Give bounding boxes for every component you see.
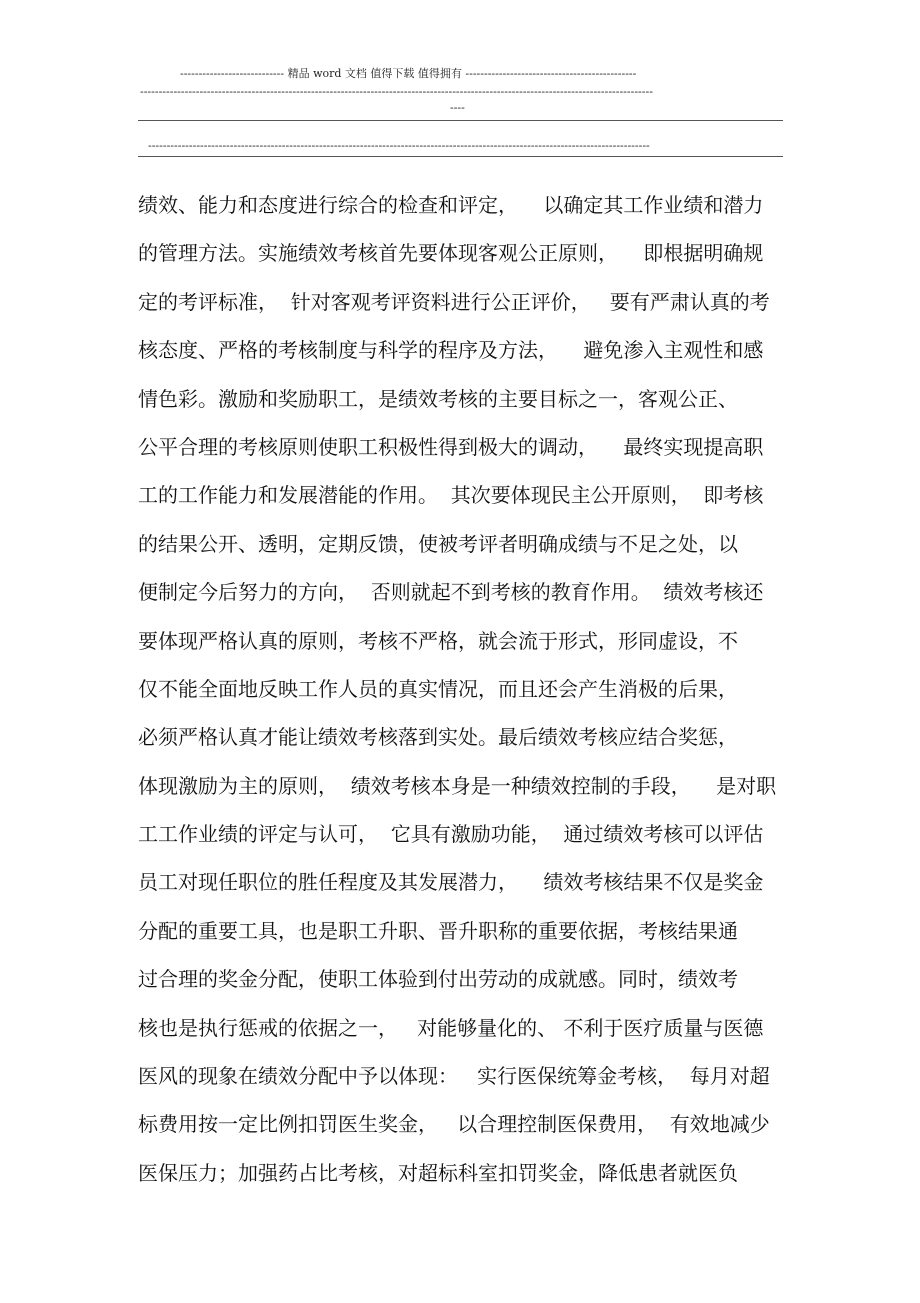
body-line: 员工对现任职位的胜任程度及其发展潜力， 绩效考核结果不仅是奖金: [138, 870, 764, 895]
body-line: 必须严格认真才能让绩效考核落到实处。最后绩效考核应结合奖惩，: [138, 725, 738, 750]
body-line: 绩效、能力和态度进行综合的检查和评定， 以确定其工作业绩和潜力: [138, 193, 764, 217]
body-line: 公平合理的考核原则使职工积极性得到极大的调动， 最终实现提高职: [138, 434, 764, 459]
body-line: 要体现严格认真的原则，考核不严格，就会流于形式，形同虚设，不: [138, 628, 738, 653]
header-rule-bottom: [138, 156, 783, 157]
body-line: 分配的重要工具，也是职工升职、晋升职称的重要依据，考核结果通: [138, 918, 738, 943]
body-line: 医风的现象在绩效分配中予以体现： 实行医保统筹金考核， 每月对超: [138, 1064, 770, 1089]
body-line: 的结果公开、透明，定期反馈，使被考评者明确成绩与不足之处，以: [138, 531, 738, 556]
body-line: 的管理方法。实施绩效考核首先要体现客观公正原则， 即根据明确规: [138, 241, 764, 266]
page-header: [0, 0, 920, 165]
body-line: 便制定今后努力的方向， 否则就起不到考核的教育作用。 绩效考核还: [138, 580, 764, 605]
body-line: 定的考评标准， 针对客观考评资料进行公正评价， 要有严肃认真的考: [138, 289, 770, 314]
body-line: 仅不能全面地反映工作人员的真实情况，而且还会产生消极的后果，: [138, 676, 738, 701]
body-line: 过合理的奖金分配，使职工体验到付出劳动的成就感。同时，绩效考: [138, 967, 738, 992]
body-line: 工工作业绩的评定与认可， 它具有激励功能， 通过绩效考核可以评估: [138, 822, 764, 847]
body-line: 标费用按一定比例扣罚医生奖金， 以合理控制医保费用， 有效地减少: [138, 1112, 770, 1137]
header-banner: ---------------------------- 精品 word 文档 值得下载 值得拥有 ----------------------------------------------: [180, 67, 637, 80]
header-dash-line: ------------------------------------------------------------------------------------------------------------------------------------------: [140, 85, 653, 98]
body-line: 情色彩。激励和奖励职工，是绩效考核的主要目标之一，客观公正、: [138, 386, 738, 411]
body-line: 医保压力；加强药占比考核，对超标科室扣罚奖金，降低患者就医负: [138, 1160, 738, 1185]
header-rule-top: [138, 120, 783, 121]
body-line: 工的工作能力和发展潜能的作用。 其次要体现民主公开原则， 即考核: [138, 483, 764, 508]
body-line: 核也是执行惩戒的依据之一， 对能够量化的、 不利于医疗质量与医德: [138, 1015, 764, 1040]
body-line: 体现激励为主的原则， 绩效考核本身是一种绩效控制的手段， 是对职: [138, 773, 777, 798]
body-text: [138, 181, 788, 1197]
header-dash-line-2: ---------------------------------------------------------------------------------------------------------------------------------------: [148, 139, 650, 152]
header-dash-tail: ----: [450, 101, 465, 114]
body-line: 核态度、严格的考核制度与科学的程序及方法， 避免渗入主观性和感: [138, 338, 764, 363]
